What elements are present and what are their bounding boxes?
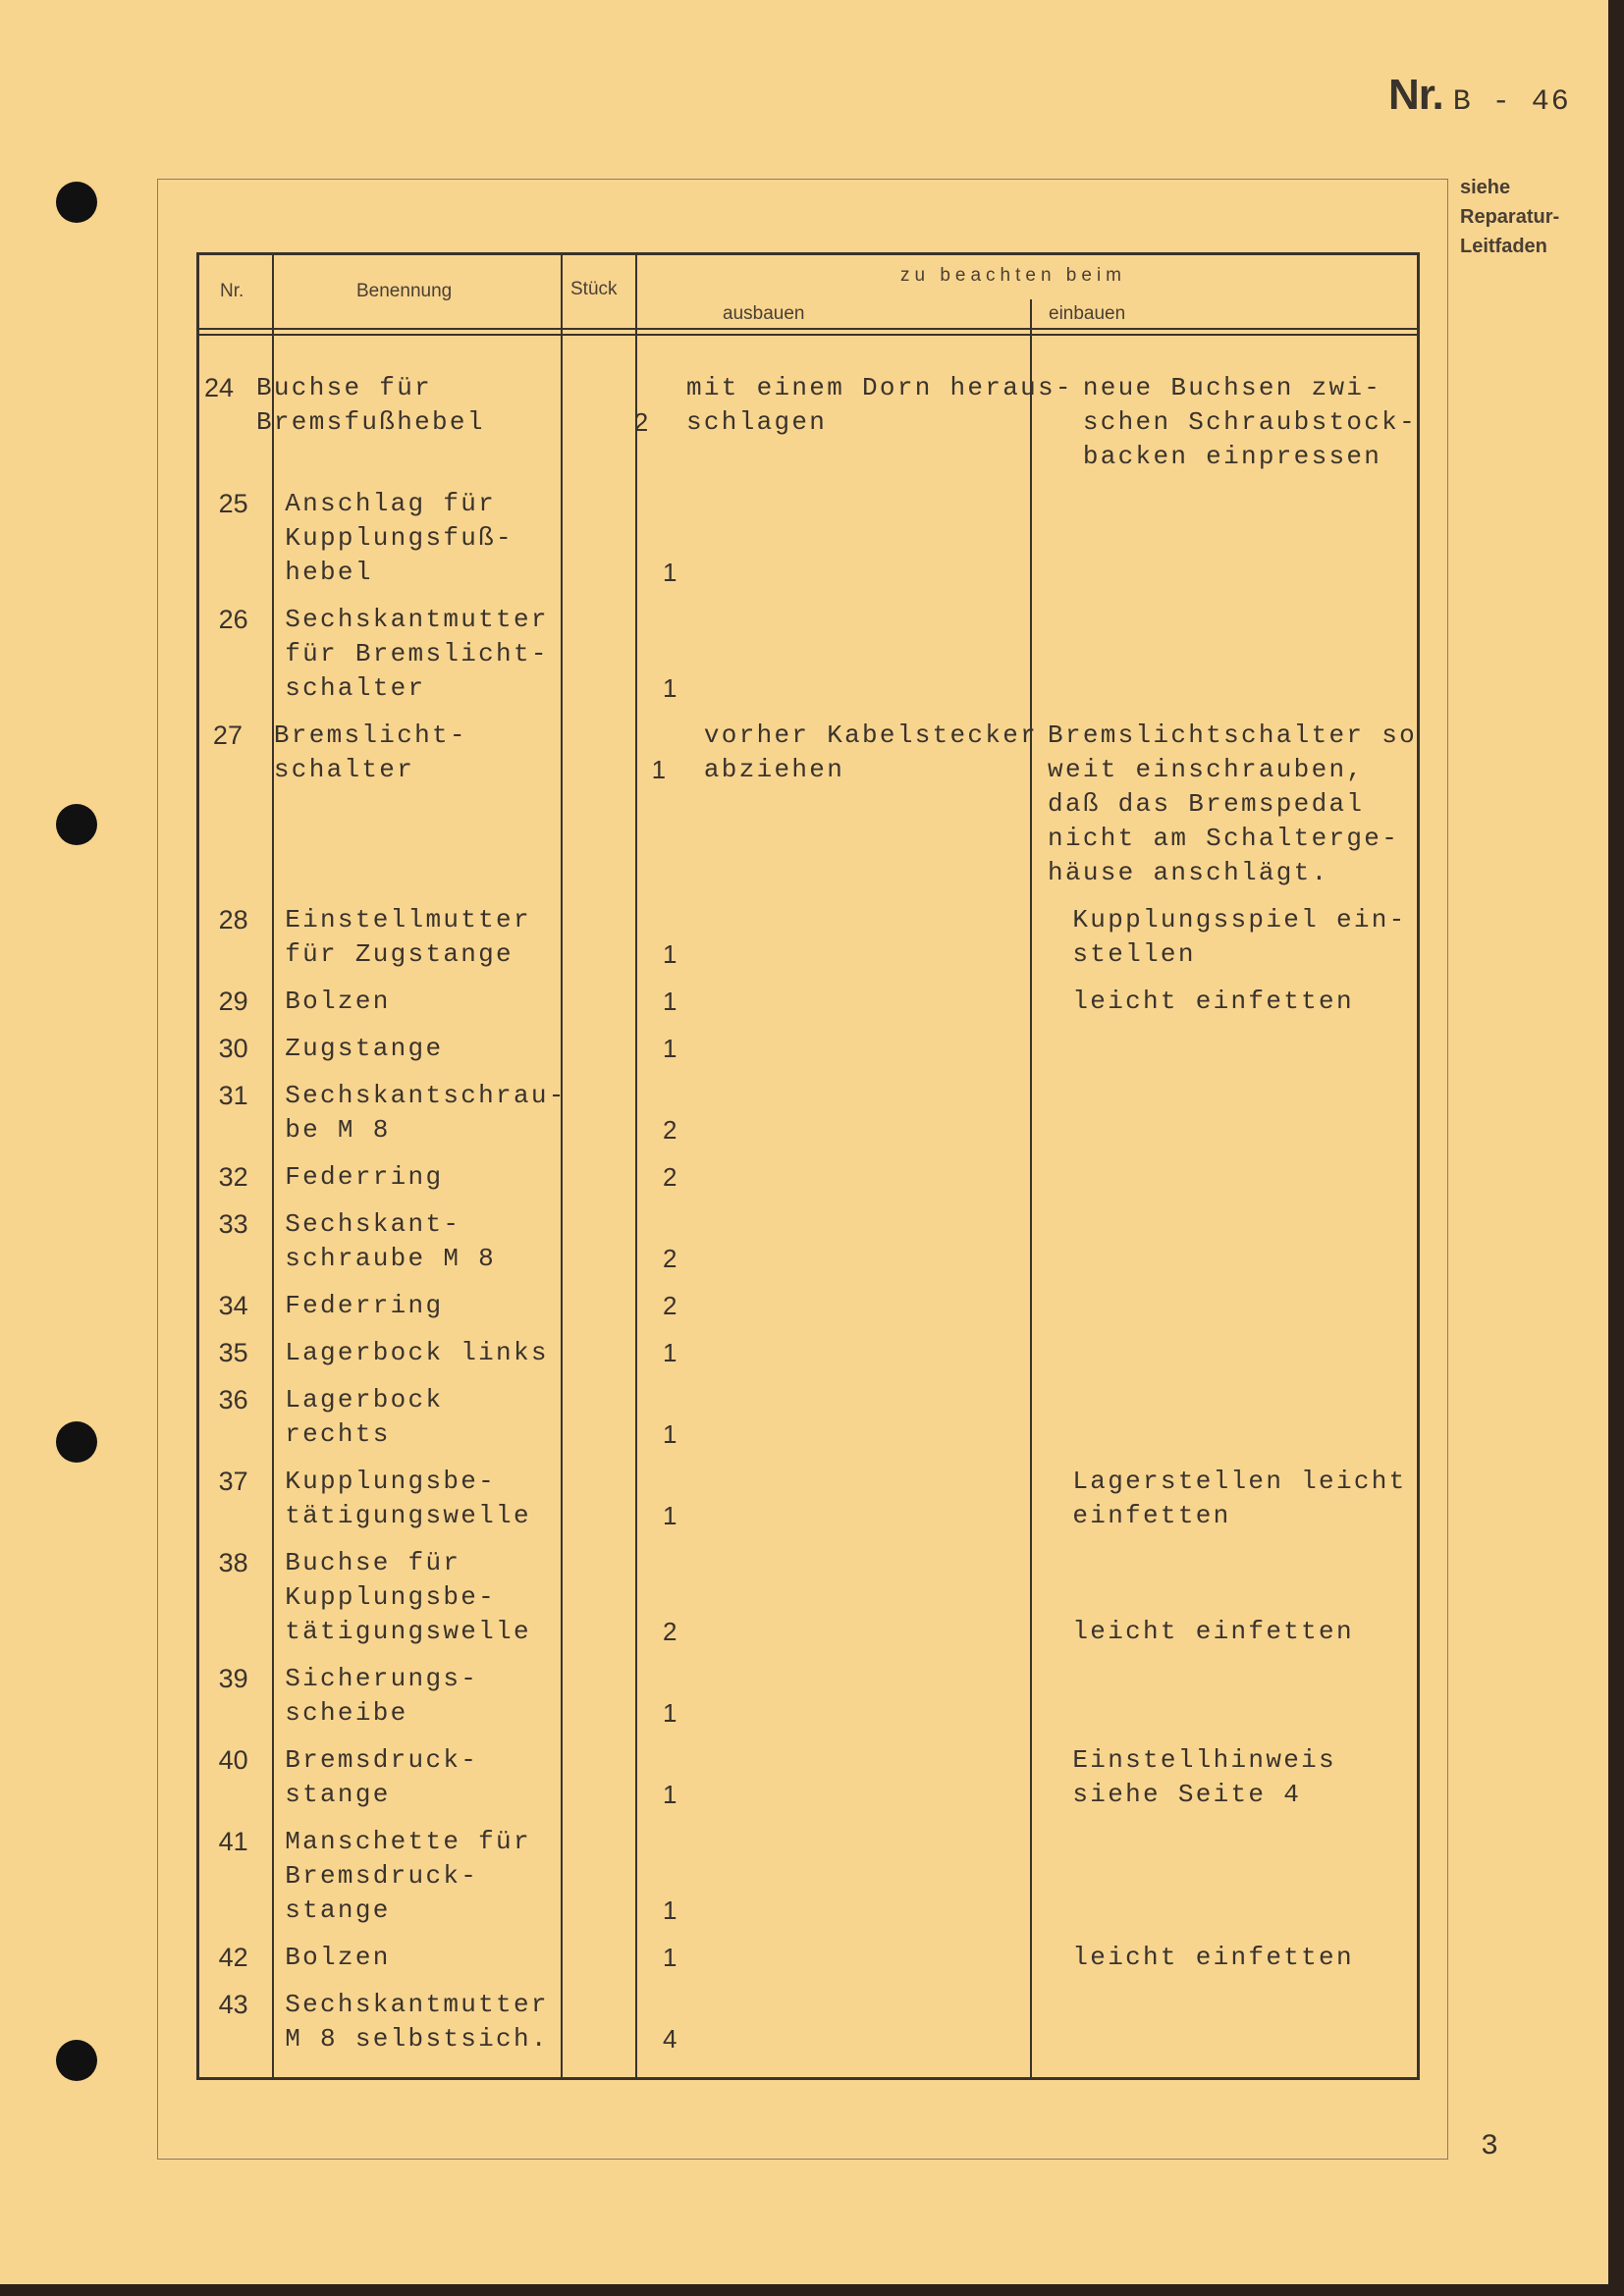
part-name — [267, 1988, 632, 2056]
document-number-value: B - 46 — [1452, 85, 1571, 119]
row-number: 36 — [218, 1385, 248, 1415]
name-qty-group — [267, 1032, 707, 1066]
row-number: 40 — [218, 1745, 248, 1775]
table-row — [199, 371, 1417, 487]
install-note — [1062, 1743, 1417, 1812]
name-qty-group — [267, 1743, 707, 1812]
install-note-line: häuse anschlägt. — [1048, 858, 1329, 887]
part-name-line: stange — [285, 1896, 391, 1925]
table-row — [199, 1383, 1417, 1465]
scan-edge-right — [1608, 0, 1624, 2296]
part-name-line: tätigungswelle — [285, 1501, 531, 1530]
punch-hole — [56, 1421, 97, 1463]
part-name-line: hebel — [285, 558, 373, 587]
row-number: 42 — [218, 1943, 248, 1972]
part-name-line: für Bremslicht- — [285, 639, 549, 668]
table-row — [199, 487, 1417, 603]
part-name — [267, 1662, 632, 1731]
row-number: 34 — [218, 1291, 248, 1320]
part-name-line: Buchse für — [285, 1548, 461, 1577]
install-note-line: leicht einfetten — [1072, 1943, 1354, 1972]
part-name-line: rechts — [285, 1419, 391, 1449]
row-number: 29 — [218, 987, 248, 1016]
part-name-line: Kupplungsbe- — [285, 1582, 497, 1612]
part-name-line: Buchse für — [255, 373, 433, 402]
punch-hole — [56, 182, 97, 223]
remove-note — [678, 371, 1073, 440]
part-quantity: 1 — [662, 1338, 677, 1367]
install-note-line: neue Buchsen zwi- — [1082, 373, 1382, 402]
row-number: 41 — [218, 1827, 248, 1856]
install-note-line: backen einpressen — [1082, 442, 1382, 471]
part-name-line: Bremsdruck- — [285, 1861, 479, 1891]
part-name — [267, 1383, 632, 1452]
part-name — [267, 1079, 632, 1148]
part-name — [267, 1336, 632, 1370]
install-note-line: leicht einfetten — [1072, 1617, 1354, 1646]
row-number: 37 — [218, 1467, 248, 1496]
header-separator — [199, 328, 1417, 336]
part-name — [239, 371, 604, 440]
name-qty-group — [267, 1160, 707, 1195]
remove-note-line: mit einem Dorn heraus- — [685, 373, 1073, 402]
row-number: 32 — [218, 1162, 248, 1192]
part-quantity: 1 — [662, 987, 677, 1016]
name-qty-group — [256, 719, 696, 787]
part-name-line: M 8 selbstsich. — [285, 2024, 549, 2054]
parts-table — [196, 252, 1420, 2080]
table-row — [199, 1160, 1417, 1207]
part-quantity: 1 — [651, 755, 667, 784]
install-note-line: Lagerstellen leicht — [1072, 1467, 1407, 1496]
side-note — [1460, 173, 1559, 261]
table-row — [199, 985, 1417, 1032]
part-name — [267, 903, 632, 972]
install-note-line: Einstellhinweis — [1072, 1745, 1336, 1775]
install-note — [1038, 719, 1417, 890]
row-number: 43 — [218, 1990, 248, 2019]
part-name-line: für Zugstange — [285, 939, 514, 969]
part-quantity: 1 — [662, 1501, 677, 1530]
part-name-line: Federring — [285, 1291, 444, 1320]
install-note-line: stellen — [1072, 939, 1196, 969]
header-name: Benennung — [356, 281, 453, 301]
part-name — [267, 1941, 632, 1975]
install-note — [1062, 1546, 1417, 1649]
part-name — [267, 1207, 632, 1276]
header-qty: Stück — [570, 279, 618, 299]
part-name-line: Manschette für — [285, 1827, 531, 1856]
install-note-line: nicht am Schalterge- — [1048, 824, 1400, 853]
table-row — [199, 1941, 1417, 1988]
part-name-line: Sechskantmutter — [285, 1990, 549, 2019]
part-name — [267, 1032, 632, 1066]
row-number: 28 — [218, 905, 248, 934]
row-number: 24 — [203, 373, 235, 402]
part-quantity: 1 — [662, 1034, 677, 1063]
punch-hole — [56, 2040, 97, 2081]
part-name — [256, 719, 622, 787]
remove-note-line: abziehen — [703, 755, 845, 784]
part-name-line: Einstellmutter — [285, 905, 531, 934]
part-name-line: Sechskant- — [285, 1209, 461, 1239]
remove-note — [696, 719, 1038, 787]
part-name-line: Bolzen — [285, 987, 391, 1016]
row-number: 27 — [212, 721, 243, 750]
name-qty-group — [239, 371, 678, 440]
row-number: 35 — [218, 1338, 248, 1367]
part-quantity: 1 — [662, 1780, 677, 1809]
part-name-line: schalter — [285, 673, 426, 703]
install-note-line: einfetten — [1072, 1501, 1231, 1530]
name-qty-group — [267, 1825, 707, 1928]
name-qty-group — [267, 1289, 707, 1323]
part-name — [267, 1546, 632, 1649]
install-note — [1062, 1465, 1417, 1533]
row-number: 38 — [218, 1548, 248, 1577]
name-qty-group — [267, 1383, 707, 1452]
install-note-line: Bremslichtschalter so — [1048, 721, 1417, 750]
header-note: zu beachten beim — [900, 265, 1126, 286]
part-quantity: 1 — [662, 1943, 677, 1972]
part-name-line: be M 8 — [285, 1115, 391, 1145]
part-name-line: Lagerbock — [285, 1385, 444, 1415]
install-note-line — [1072, 1580, 1417, 1615]
header-install: einbauen — [1049, 303, 1126, 324]
table-row — [199, 1032, 1417, 1079]
table-row — [199, 719, 1417, 903]
header-nr: Nr. — [220, 281, 244, 301]
part-quantity: 2 — [662, 1617, 677, 1646]
part-name — [267, 985, 632, 1019]
name-qty-group — [267, 985, 707, 1019]
part-quantity: 1 — [662, 673, 677, 703]
table-row — [199, 1546, 1417, 1662]
install-note-line — [1072, 1546, 1417, 1580]
row-number: 30 — [218, 1034, 248, 1063]
part-name-line: Sechskantmutter — [285, 605, 549, 634]
name-qty-group — [267, 603, 707, 706]
table-row — [199, 903, 1417, 985]
table-row — [199, 1988, 1417, 2069]
part-quantity: 2 — [662, 1244, 677, 1273]
name-qty-group — [267, 1079, 707, 1148]
table-row — [199, 603, 1417, 719]
scan-edge-bottom — [0, 2284, 1624, 2296]
part-name-line: Sicherungs- — [285, 1664, 479, 1693]
header-remove: ausbauen — [723, 303, 805, 324]
table-body — [199, 371, 1417, 2069]
name-qty-group — [267, 1207, 707, 1276]
part-name — [267, 1160, 632, 1195]
part-name-line: stange — [285, 1780, 391, 1809]
part-quantity: 2 — [662, 1162, 677, 1192]
table-row — [199, 1465, 1417, 1546]
punch-hole — [56, 804, 97, 845]
row-number: 25 — [218, 489, 248, 518]
table-row — [199, 1079, 1417, 1160]
row-number: 39 — [218, 1664, 248, 1693]
part-quantity: 2 — [633, 407, 649, 437]
part-quantity: 2 — [662, 1291, 677, 1320]
part-name-line: Federring — [285, 1162, 444, 1192]
name-qty-group — [267, 1546, 707, 1649]
part-name — [267, 487, 632, 590]
name-qty-group — [267, 903, 707, 972]
document-number-label: Nr. — [1388, 71, 1443, 119]
page-number: 3 — [1481, 2130, 1499, 2163]
install-note-line: schen Schraubstock- — [1082, 407, 1417, 437]
table-row — [199, 1207, 1417, 1289]
part-name-line: Anschlag für — [285, 489, 497, 518]
document-number — [1388, 71, 1571, 120]
part-name-line: Bremsfußhebel — [255, 407, 485, 437]
table-row — [199, 1743, 1417, 1825]
part-name-line: Zugstange — [285, 1034, 444, 1063]
part-quantity: 1 — [662, 1698, 677, 1728]
name-qty-group — [267, 1465, 707, 1533]
install-note — [1062, 1941, 1417, 1975]
row-number: 26 — [218, 605, 248, 634]
name-qty-group — [267, 1662, 707, 1731]
table-row — [199, 1825, 1417, 1941]
install-note — [1062, 985, 1417, 1019]
part-quantity: 1 — [662, 558, 677, 587]
install-note-line: daß das Bremspedal — [1048, 789, 1365, 819]
part-quantity: 1 — [662, 1419, 677, 1449]
part-name — [267, 1743, 632, 1812]
part-name — [267, 1825, 632, 1928]
name-qty-group — [267, 1988, 707, 2056]
name-qty-group — [267, 1336, 707, 1370]
row-number: 31 — [218, 1081, 248, 1110]
table-row — [199, 1662, 1417, 1743]
part-quantity: 2 — [662, 1115, 677, 1145]
install-note-line: weit einschrauben, — [1048, 755, 1365, 784]
table-row — [199, 1336, 1417, 1383]
part-name-line: schraube M 8 — [285, 1244, 497, 1273]
name-qty-group — [267, 487, 707, 590]
part-name — [267, 603, 632, 706]
install-note-line: siehe Seite 4 — [1072, 1780, 1302, 1809]
part-name-line: Bremslicht- — [273, 721, 467, 750]
part-name-line: tätigungswelle — [285, 1617, 531, 1646]
row-number: 33 — [218, 1209, 248, 1239]
part-name — [267, 1465, 632, 1533]
part-quantity: 1 — [662, 939, 677, 969]
part-name-line: Bremsdruck- — [285, 1745, 479, 1775]
install-note — [1062, 903, 1417, 972]
remove-note-line: schlagen — [685, 407, 828, 437]
table-row — [199, 1289, 1417, 1336]
part-name-line: Lagerbock links — [285, 1338, 549, 1367]
part-name-line: Kupplungsfuß- — [285, 523, 514, 553]
part-name-line: Sechskantschrau- — [285, 1081, 567, 1110]
install-note-line: leicht einfetten — [1072, 987, 1354, 1016]
part-name-line: schalter — [273, 755, 415, 784]
part-name-line: Kupplungsbe- — [285, 1467, 497, 1496]
name-qty-group — [267, 1941, 707, 1975]
side-note-line: Leitfaden — [1460, 236, 1547, 257]
part-name-line: Bolzen — [285, 1943, 391, 1972]
side-note-line: siehe — [1460, 177, 1511, 198]
remove-note-line: vorher Kabelstecker — [703, 721, 1039, 750]
part-quantity: 1 — [662, 1896, 677, 1925]
part-quantity: 4 — [662, 2024, 677, 2054]
part-name-line: scheibe — [285, 1698, 408, 1728]
side-note-line: Reparatur- — [1460, 206, 1560, 228]
part-name — [267, 1289, 632, 1323]
install-note — [1073, 371, 1417, 474]
install-note-line: Kupplungsspiel ein- — [1072, 905, 1407, 934]
